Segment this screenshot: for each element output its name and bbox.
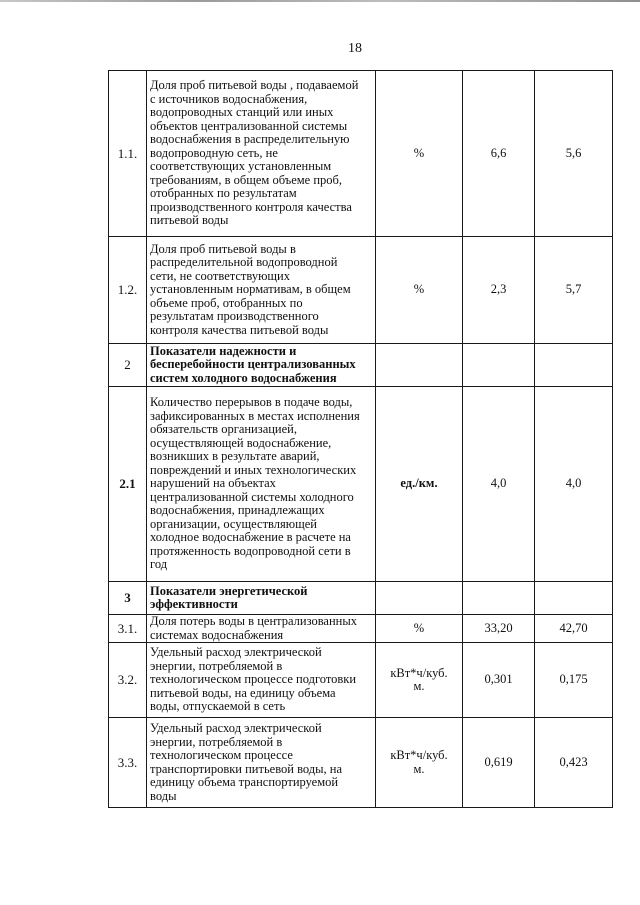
- row-number-cell: 3.3.: [109, 718, 147, 808]
- row-value-2-cell: [535, 344, 613, 387]
- page-number: 18: [348, 41, 362, 56]
- indicators-table-body: [109, 71, 613, 808]
- row-value-2-cell: 5,7: [535, 237, 613, 344]
- row-number-cell: 1.2.: [109, 237, 147, 344]
- table-row: [109, 643, 613, 718]
- row-number-cell: 1.1.: [109, 71, 147, 237]
- table-row: [109, 71, 613, 237]
- row-value-1-cell: [463, 582, 535, 615]
- row-value-2-cell: 0,423: [535, 718, 613, 808]
- row-description-cell: Доля проб питьевой воды в распределительной водопроводной сети, не соответствующих установленным нормативам, в общем объеме проб, отобранных по результатам производственного контроля качества питьевой воды: [147, 237, 376, 344]
- table-row: [109, 718, 613, 808]
- row-value-1-cell: 0,301: [463, 643, 535, 718]
- row-unit-cell: [376, 344, 463, 387]
- row-value-2-cell: 5,6: [535, 71, 613, 237]
- row-value-1-cell: [463, 344, 535, 387]
- row-unit-cell: кВт*ч/куб. м.: [376, 718, 463, 808]
- row-unit-cell: кВт*ч/куб. м.: [376, 643, 463, 718]
- table-row: [109, 237, 613, 344]
- row-value-1-cell: 6,6: [463, 71, 535, 237]
- table-row: [109, 615, 613, 643]
- row-description-cell: Доля проб питьевой воды , подаваемой с источников водоснабжения, водопроводных станций или иных объектов централизованной системы водоснабжения в распределительную водопроводную сеть, не соответствующих установленным требованиям, в общем объеме проб, отобранных по результатам производственного контроля качества питьевой воды: [147, 71, 376, 237]
- section-title-cell: Показатели энергетической эффективности: [147, 582, 376, 615]
- row-number-cell: 3: [109, 582, 147, 615]
- row-unit-cell: %: [376, 237, 463, 344]
- section-header-row: [109, 344, 613, 387]
- row-value-2-cell: 4,0: [535, 387, 613, 582]
- row-number-cell: 3.1.: [109, 615, 147, 643]
- row-description-cell: Удельный расход электрической энергии, потребляемой в технологическом процессе транспортировки питьевой воды, на единицу объема транспортируемой воды: [147, 718, 376, 808]
- table-row: [109, 387, 613, 582]
- row-value-2-cell: [535, 582, 613, 615]
- row-number-cell: 3.2.: [109, 643, 147, 718]
- row-unit-cell: ед./км.: [376, 387, 463, 582]
- row-value-1-cell: 2,3: [463, 237, 535, 344]
- row-number-cell: 2.1: [109, 387, 147, 582]
- row-number-cell: 2: [109, 344, 147, 387]
- row-unit-cell: %: [376, 615, 463, 643]
- row-unit-cell: [376, 582, 463, 615]
- row-value-1-cell: 4,0: [463, 387, 535, 582]
- indicators-table: [108, 70, 613, 808]
- row-value-2-cell: 0,175: [535, 643, 613, 718]
- row-value-1-cell: 33,20: [463, 615, 535, 643]
- row-value-2-cell: 42,70: [535, 615, 613, 643]
- row-value-1-cell: 0,619: [463, 718, 535, 808]
- row-description-cell: Доля потерь воды в централизованных системах водоснабжения: [147, 615, 376, 643]
- row-description-cell: Количество перерывов в подаче воды, зафиксированных в местах исполнения обязательств организацией, осуществляющей водоснабжение, возникших в результате аварий, повреждений и иных технологических нарушений на объектах централизованной системы холодного водоснабжения, принадлежащих организации, осуществляющей холодное водоснабжение в расчете на протяженность водопроводной сети в год: [147, 387, 376, 582]
- scan-edge-line: [0, 0, 640, 2]
- row-description-cell: Удельный расход электрической энергии, потребляемой в технологическом процессе подготовки питьевой воды, на единицу объема воды, отпускаемой в сеть: [147, 643, 376, 718]
- row-unit-cell: %: [376, 71, 463, 237]
- section-header-row: [109, 582, 613, 615]
- section-title-cell: Показатели надежности и бесперебойности централизованных систем холодного водоснабжения: [147, 344, 376, 387]
